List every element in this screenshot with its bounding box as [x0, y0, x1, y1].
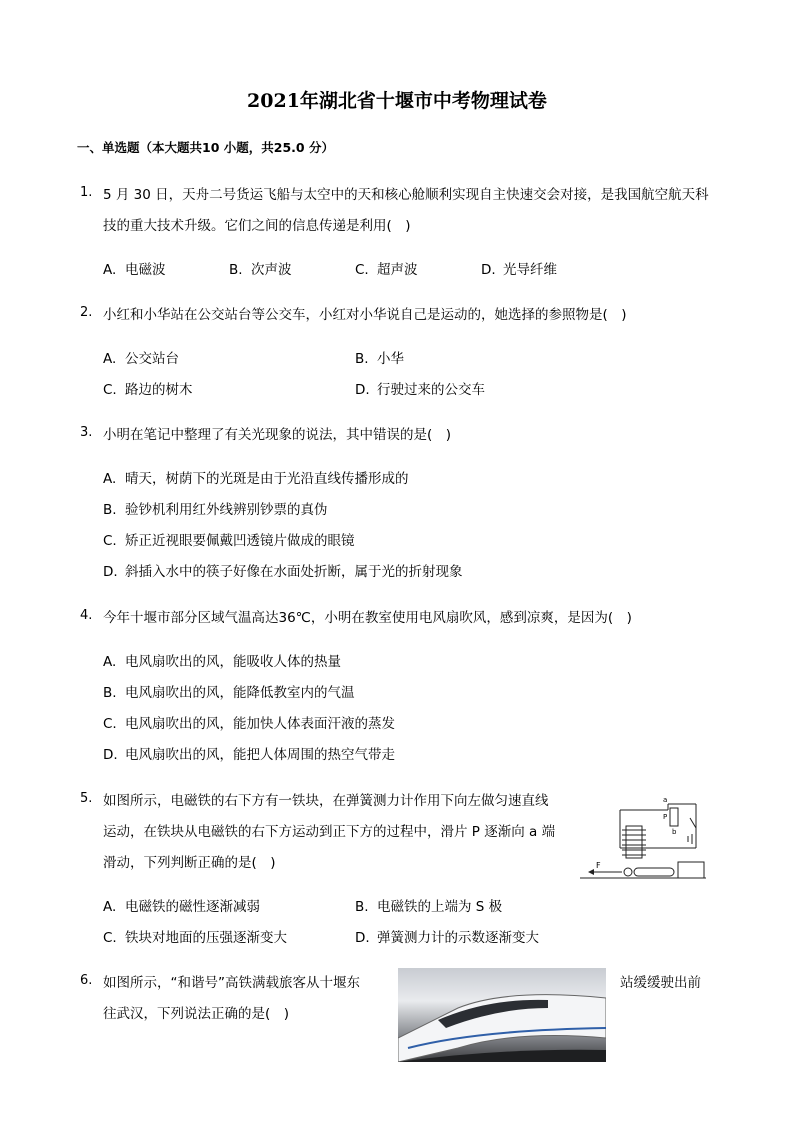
option-label: C.: [103, 716, 117, 732]
q4-option-c: [103, 712, 395, 732]
option-label: B.: [229, 262, 243, 278]
electromagnet-circuit-figure: [578, 790, 708, 885]
option-label: A.: [103, 262, 117, 278]
question-1-text-line2: 技的重大技术升级。它们之间的信息传递是利用( ): [103, 218, 411, 234]
option-text: 电磁波: [125, 262, 166, 278]
option-text: 矫正近视眼要佩戴凹透镜片做成的眼镜: [125, 533, 355, 549]
question-5-text-line3: 滑动，下列判断正确的是( ): [103, 855, 276, 871]
high-speed-train-photo: [398, 968, 606, 1062]
option-label: D.: [481, 262, 496, 278]
q1-option-c: [355, 258, 418, 278]
option-label: A.: [103, 899, 117, 915]
figure-label-p: P: [663, 813, 668, 821]
question-2-number: 2.: [80, 305, 93, 320]
option-text: 路边的树木: [125, 382, 193, 398]
q3-option-a: [103, 467, 409, 487]
q4-option-d: [103, 743, 395, 763]
question-1-text-line1: 5 月 30 日，天舟二号货运飞船与太空中的天和核心舱顺利实现自主快速交会对接，是我国航空航天科: [103, 187, 709, 203]
option-label: B.: [355, 351, 369, 367]
option-text: 电风扇吹出的风，能加快人体表面汗液的蒸发: [125, 716, 395, 732]
q3-option-d: [103, 560, 463, 580]
question-6-text-line1a: 如图所示，“和谐号”高铁满载旅客从十堰东: [103, 975, 360, 991]
option-text: 电风扇吹出的风，能降低教室内的气温: [125, 685, 355, 701]
option-label: C.: [103, 930, 117, 946]
page-title: 2021年湖北省十堰市中考物理试卷: [247, 90, 547, 112]
q4-option-b: [103, 681, 355, 701]
q2-option-a: [103, 347, 179, 367]
option-label: B.: [355, 899, 369, 915]
force-arrow-icon: [588, 869, 594, 875]
option-text: 电磁铁的磁性逐渐减弱: [125, 899, 260, 915]
question-6-number: 6.: [80, 973, 93, 988]
train-illustration: [398, 968, 606, 1062]
q5-option-c: [103, 926, 287, 946]
option-label: B.: [103, 502, 117, 518]
q3-option-c: [103, 529, 355, 549]
question-2-text-line1: 小红和小华站在公交站台等公交车，小红对小华说自己是运动的，她选择的参照物是( ): [103, 307, 627, 323]
option-label: A.: [103, 654, 117, 670]
option-label: A.: [103, 351, 117, 367]
question-6-text-line2: 往武汉，下列说法正确的是( ): [103, 1006, 290, 1022]
q4-option-a: [103, 650, 341, 670]
q2-option-d: [355, 378, 485, 398]
option-label: A.: [103, 471, 117, 487]
option-text: 公交站台: [125, 351, 179, 367]
q1-option-a: [103, 258, 166, 278]
question-3-text-line1: 小明在笔记中整理了有关光现象的说法，其中错误的是( ): [103, 427, 452, 443]
option-text: 电风扇吹出的风，能把人体周围的热空气带走: [125, 747, 395, 763]
option-text: 铁块对地面的压强逐渐变大: [125, 930, 287, 946]
figure-label-b: b: [672, 828, 677, 836]
option-text: 次声波: [251, 262, 292, 278]
q5-option-d: [355, 926, 539, 946]
question-1-number: 1.: [80, 185, 93, 200]
question-4-number: 4.: [80, 608, 93, 623]
q2-option-b: [355, 347, 404, 367]
option-text: 弹簧测力计的示数逐渐变大: [377, 930, 539, 946]
question-5-text-line1: 如图所示，电磁铁的右下方有一铁块，在弹簧测力计作用下向左做匀速直线: [103, 793, 549, 809]
option-text: 行驶过来的公交车: [377, 382, 485, 398]
q5-option-b: [355, 895, 502, 915]
figure-label-a: a: [663, 796, 668, 804]
question-5-text-line2: 运动，在铁块从电磁铁的右下方运动到正下方的过程中，滑片 P 逐渐向 a 端: [103, 824, 556, 840]
q5-option-a: [103, 895, 260, 915]
option-label: D.: [355, 930, 370, 946]
option-text: 小华: [377, 351, 404, 367]
option-label: C.: [355, 262, 369, 278]
q1-option-d: [481, 258, 557, 278]
q1-option-b: [229, 258, 292, 278]
option-label: D.: [103, 747, 118, 763]
option-text: 电风扇吹出的风，能吸收人体的热量: [125, 654, 341, 670]
option-text: 斜插入水中的筷子好像在水面处折断，属于光的折射现象: [125, 564, 463, 580]
q3-option-b: [103, 498, 328, 518]
option-text: 光导纤维: [503, 262, 557, 278]
q2-option-c: [103, 378, 193, 398]
option-text: 电磁铁的上端为 S 极: [377, 899, 503, 915]
question-4-text-line1: 今年十堰市部分区域气温高达36℃，小明在教室使用电风扇吹风，感到凉爽，是因为( ): [103, 610, 632, 626]
question-6-text-line1b: 站缓缓驶出前: [620, 975, 701, 991]
option-text: 超声波: [377, 262, 418, 278]
question-3-number: 3.: [80, 425, 93, 440]
option-label: D.: [355, 382, 370, 398]
option-label: B.: [103, 685, 117, 701]
option-text: 晴天，树荫下的光斑是由于光沿直线传播形成的: [125, 471, 409, 487]
figure-label-force: F: [596, 861, 601, 870]
option-text: 验钞机利用红外线辨别钞票的真伪: [125, 502, 328, 518]
section-heading: 一、单选题（本大题共10 小题，共25.0 分）: [77, 140, 334, 155]
option-label: D.: [103, 564, 118, 580]
option-label: C.: [103, 382, 117, 398]
option-label: C.: [103, 533, 117, 549]
question-5-number: 5.: [80, 791, 93, 806]
